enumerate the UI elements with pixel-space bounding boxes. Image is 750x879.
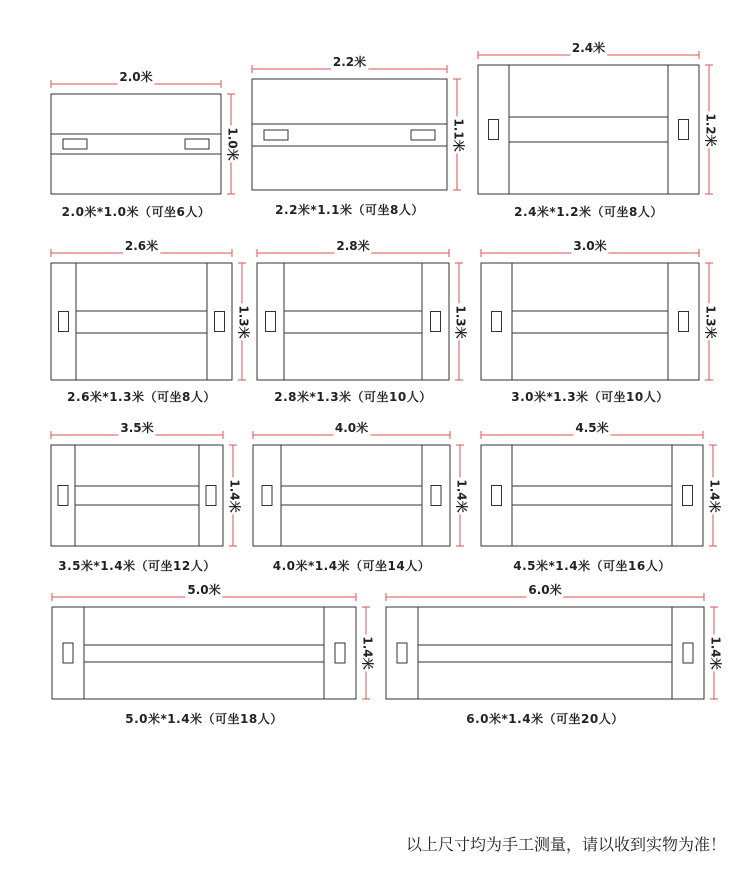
- width-label: 2.0米: [119, 70, 153, 84]
- table-caption: 2.4米*1.2米（可坐8人）: [514, 205, 663, 219]
- table-outline: [51, 263, 232, 380]
- handle-left: [63, 643, 73, 663]
- handle-right: [679, 120, 689, 140]
- handle-right: [185, 139, 209, 149]
- handle-right: [431, 312, 441, 332]
- handle-right: [431, 486, 441, 506]
- disclaimer-note: 以上尺寸均为手工测量，请以收到实物为准！: [405, 835, 726, 854]
- table-caption: 5.0米*1.4米（可坐18人）: [125, 712, 283, 726]
- width-label: 4.0米: [334, 421, 369, 435]
- table-outline: [52, 607, 356, 699]
- table-outline: [386, 607, 704, 699]
- width-label: 4.5米: [575, 421, 609, 435]
- handle-right: [679, 312, 689, 332]
- width-label: 3.5米: [120, 421, 154, 435]
- width-label: 2.4米: [571, 41, 606, 55]
- height-label: 1.4米: [454, 478, 469, 513]
- table-caption: 2.2米*1.1米（可坐8人）: [275, 203, 424, 217]
- height-label: 1.4米: [360, 636, 375, 670]
- height-label: 1.0米: [225, 127, 240, 161]
- handle-left: [492, 486, 502, 506]
- table-outline: [257, 263, 449, 380]
- table-outline: [478, 65, 699, 194]
- handle-right: [411, 130, 435, 140]
- table-caption: 4.0米*1.4米（可坐14人）: [272, 559, 431, 573]
- handle-right: [683, 643, 693, 663]
- width-label: 2.6米: [124, 239, 159, 253]
- height-label: 1.4米: [707, 478, 722, 513]
- width-label: 6.0米: [528, 583, 562, 597]
- height-label: 1.3米: [236, 304, 251, 339]
- height-label: 1.4米: [227, 478, 242, 513]
- table-outline: [481, 445, 703, 546]
- height-label: 1.3米: [453, 304, 468, 339]
- table-caption: 2.0米*1.0米（可坐6人）: [61, 205, 211, 219]
- handle-left: [397, 643, 407, 663]
- table-caption: 2.6米*1.3米（可坐8人）: [67, 390, 216, 404]
- handle-left: [59, 312, 69, 332]
- table-caption: 2.8米*1.3米（可坐10人）: [274, 390, 432, 404]
- table-outline: [51, 445, 223, 546]
- height-label: 1.4米: [708, 636, 723, 670]
- height-label: 1.3米: [703, 304, 718, 339]
- handle-right: [206, 486, 216, 506]
- height-label: 1.1米: [451, 117, 466, 152]
- handle-left: [264, 130, 288, 140]
- table-caption: 4.5米*1.4米（可坐16人）: [513, 559, 671, 573]
- handle-right: [215, 312, 225, 332]
- width-label: 2.8米: [336, 239, 370, 253]
- height-label: 1.2米: [703, 112, 718, 147]
- handle-left: [262, 486, 272, 506]
- table-caption: 6.0米*1.4米（可坐20人）: [466, 712, 624, 726]
- handle-right: [683, 486, 693, 506]
- table-outline: [253, 445, 450, 546]
- handle-left: [492, 312, 502, 332]
- handle-left: [489, 120, 499, 140]
- table-caption: 3.5米*1.4米（可坐12人）: [58, 559, 216, 573]
- width-label: 3.0米: [573, 239, 607, 253]
- handle-left: [266, 312, 276, 332]
- table-caption: 3.0米*1.3米（可坐10人）: [511, 390, 669, 404]
- width-label: 2.2米: [332, 55, 367, 69]
- handle-left: [63, 139, 87, 149]
- width-label: 5.0米: [187, 583, 221, 597]
- handle-right: [335, 643, 345, 663]
- table-outline: [481, 263, 699, 380]
- handle-left: [58, 486, 68, 506]
